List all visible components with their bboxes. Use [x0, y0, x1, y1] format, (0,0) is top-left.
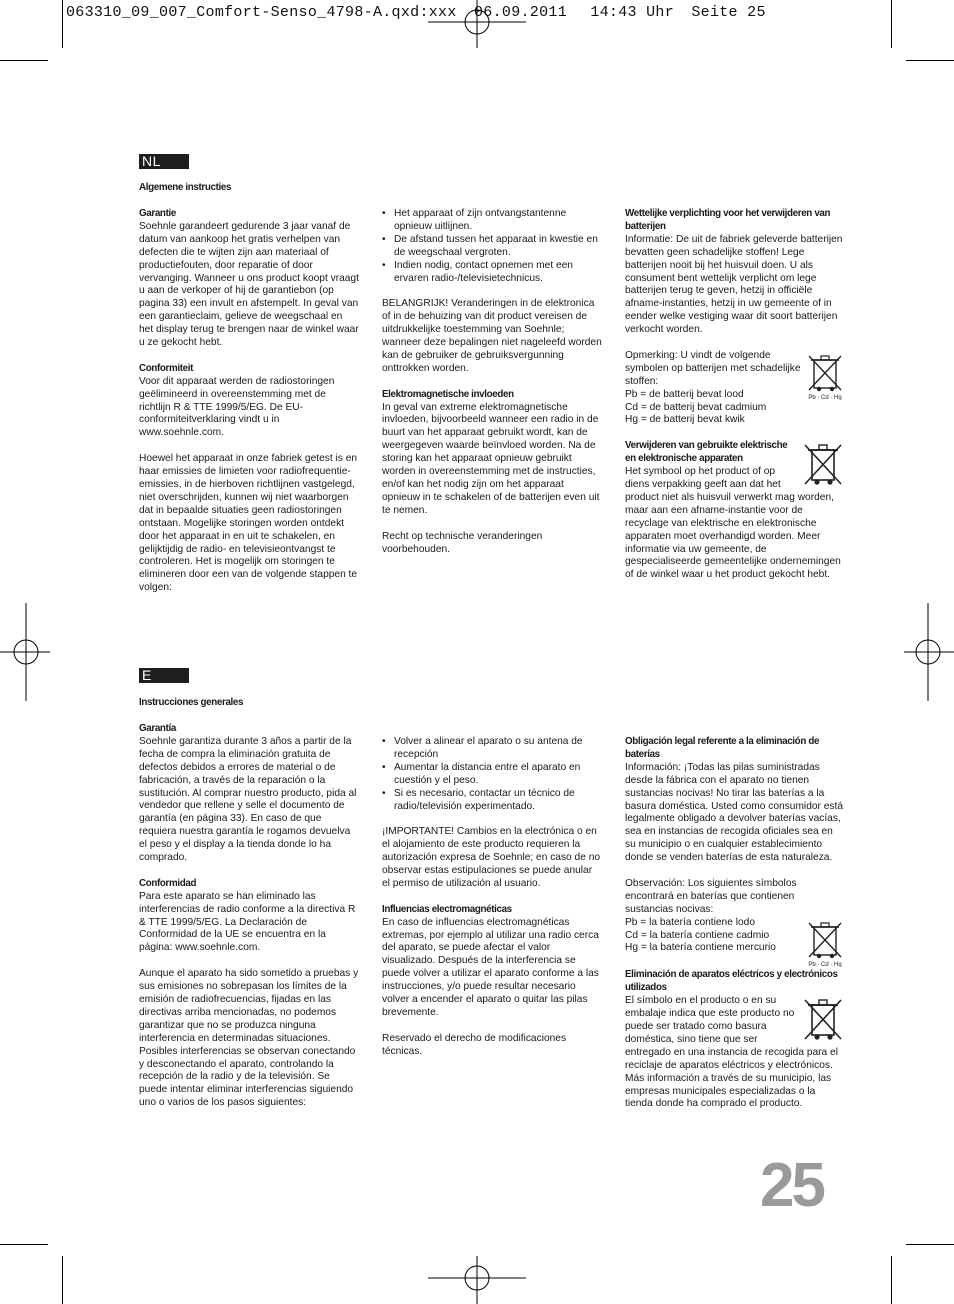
- crossed-wheelie-bin-icon: [801, 997, 845, 1043]
- language-tag-nl: NL: [139, 154, 189, 169]
- nl-guarantee: [139, 208, 359, 350]
- es-emc: [382, 904, 602, 1020]
- es-battery-text: Información: ¡Todas las pilas suministradas desde la fábrica con el aparato no tienen sustancias nocivas! No tirar las baterías a la basura doméstica. Usted como consumidor está legalmente obligado a devolver baterías vacías, sea en instancias de recogida oficiales sea en su municipio o en cualquier establecimiento donde se venden baterías de esta naturaleza.: [625, 761, 844, 864]
- section-heading-nl: Algemene instructies: [139, 182, 232, 193]
- list-item: • Volver a alinear el aparato o su antena de recepción: [382, 736, 602, 762]
- nl-symbol-pb: Pb = de batterij bevat lood: [625, 388, 744, 400]
- es-important-text: ¡IMPORTANTE! Cambios en la electrónica o en el alojamiento de este producto requieren la autorización expresa de Soehnle; en caso de no observar estas estipulaciones se puede anular el permiso de utilización al usuario.: [382, 826, 601, 889]
- es-battery-heading: Obligación legal referente a la eliminación de baterías: [625, 736, 820, 760]
- es-symbol-cd: Cd = la batería contiene cadmio: [625, 929, 770, 941]
- nl-column-2: [382, 208, 602, 556]
- crop-mark: [0, 60, 48, 61]
- es-battery: [625, 736, 845, 865]
- list-item: • Indien nodig, contact opnemen met een ervaren radio-/televisietechnicus.: [382, 260, 602, 286]
- nl-guarantee-text: Soehnle garandeert gedurende 3 jaar vanaf de datum van aankoop het gratis verhelpen van defecten die te wijten zijn aan materiaal of productiefouten, door reparatie of door vervanging. Wanneer u ons product koopt vraagt u aan de verkoper of hij de garantiebon (op pagina 33) een invult en afstempelt. In geval van een garantieclaim, gelieve de weegschaal en het display terug te brengen naar de winkel waar u ze gekocht hebt.: [139, 220, 359, 349]
- es-column-1: [139, 723, 359, 1110]
- registration-mark-top: [428, 0, 526, 50]
- crop-mark: [906, 60, 954, 61]
- es-guarantee-text: Soehnle garantiza durante 3 años a partir de la fecha de compra la eliminación gratuita de defectos debidos a errores de material o de fabricación, a través de la reparación o la sustitución. Al comprar nuestro producto, pida al vendedor que rellene y selle el documento de garantía (en página 33). En caso de que requiera nuestra garantía le rogamos devuelva el peso y el display a la tienda donde lo ha comprado.: [139, 735, 357, 864]
- list-item: • Aumentar la distancia entre el aparato en cuestión y el peso.: [382, 762, 602, 788]
- es-column-3: [625, 736, 845, 1111]
- nl-emc: [382, 389, 602, 518]
- nl-emc-heading: Elektromagnetische invloeden: [382, 388, 514, 400]
- nl-column-3: [625, 208, 845, 582]
- nl-battery-heading: Wettelijke verplichting voor het verwijderen van batterijen: [625, 208, 831, 232]
- es-weee: [625, 969, 845, 1111]
- slug-filename: 063310_09_007_Comfort-Senso_4798-A.qxd:xxx: [66, 4, 457, 21]
- nl-guarantee-heading: Garantie: [139, 208, 176, 219]
- slug-date: 06.09.2011: [473, 4, 567, 21]
- registration-mark-right: [904, 603, 954, 701]
- nl-symbol-cd: Cd = de batterij bevat cadmium: [625, 401, 767, 413]
- es-symbol-hg: Hg = la batería contiene mercurio: [625, 942, 776, 954]
- list-item: • De afstand tussen het apparaat in kwestie en de weegschaal vergroten.: [382, 234, 602, 260]
- nl-symbols-intro: Opmerking: U vindt de volgende symbolen op batterijen met schadelijke stoffen:: [625, 349, 801, 387]
- nl-weee-text: Het symbool op het product of op diens verpakking geeft aan dat het product niet als huisvuil verwerkt mag worden, maar aan een afname-instantie voor de recyclage van elektrische en elektronische apparaten moet overhandigd worden. Meer informatie via uw gemeente, de gespecialiseerde gemeentelijke ondernemingen of de winkel waar u het product gekocht hebt.: [625, 466, 841, 581]
- es-conformity: [139, 878, 359, 955]
- es-symbol-pb: Pb = la batería contiene lodo: [625, 916, 755, 928]
- bin-label: Pb · Cd · Hg: [808, 961, 842, 967]
- print-slug-header: [66, 4, 766, 21]
- crossed-battery-bin-icon: [805, 352, 845, 400]
- page-number: 25: [760, 1151, 823, 1220]
- nl-conformity-heading: Conformiteit: [139, 362, 194, 374]
- nl-weee: [625, 440, 845, 582]
- nl-battery-text: Informatie: De uit de fabriek geleverde batterijen bevatten geen schadelijke stoffen! Lege batterijen nooit bij het huisvuil doen. U als consument bent wettelijk verplicht om lege batterijen terug te geven, hetzij in officiële afname-instanties, hetzij in uw gemeente of in eender welke vestiging waar dit soort batterijen verkocht worden.: [625, 233, 843, 336]
- list-item: • Het apparaat of zijn ontvangstantenne opnieuw uitlijnen.: [382, 208, 602, 234]
- es-guarantee-heading: Garantía: [139, 723, 176, 734]
- bin-label: Pb · Cd · Hg: [808, 394, 842, 400]
- nl-symbols: [625, 350, 845, 427]
- es-weee-text: El símbolo en el producto o en su embalaje indica que este producto no puede ser tratado como basura doméstica, sino tiene que ser entregado en una instancia de recogida para el reciclaje de aparatos eléctricos y electrónicos. Más información a través de su municipio, las empresas municipales especializadas o la tienda donde ha comprado el producto.: [625, 995, 838, 1110]
- es-column-2: [382, 736, 602, 1059]
- nl-symbol-hg: Hg = de batterij bevat kwik: [625, 414, 745, 426]
- crop-mark: [62, 1256, 63, 1304]
- nl-battery: [625, 208, 845, 337]
- es-symbols: [625, 877, 845, 967]
- es-weee-heading: Eliminación de aparatos eléctricos y electrónicos utilizados: [625, 969, 838, 994]
- es-symbols-intro: Observación: Los siguientes símbolos encontrará en baterías que contienen sustancias nocivas:: [625, 877, 797, 915]
- es-tested-text: Aunque el aparato ha sido sometido a pruebas y sus emisiones no sobrepasan los límites de la emisión de radiofrecuencias, fijadas en las directivas arriba mencionadas, no podemos garantizar que no se produzca ninguna interferencia en determinadas situaciones. Posibles interferencias se observan conectando y desconectando el aparato, controlando la recepción de la radio y de la televisión. Se puede intentar eliminar interferencias siguiendo uno o varios de los pasos siguientes:: [139, 968, 359, 1109]
- nl-weee-heading: Verwijderen van gebruikte elektrische en elektronische apparaten: [625, 440, 788, 465]
- es-emc-text: En caso de influencias electromagnéticas extremas, por ejemplo al utilizar una radio cerca del aparato, se puede afectar el valor visualizado. Después de la interferencia se puede volver a utilizar el aparato conforme a las instrucciones, y/o puede resultar necesario volver a encender el aparato o quitar las pilas brevemente.: [382, 916, 599, 1018]
- crop-mark: [891, 0, 892, 48]
- crop-mark: [906, 1244, 954, 1245]
- nl-column-1: [139, 208, 359, 595]
- nl-important-text: BELANGRIJK! Veranderingen in de elektronica of in de behuizing van dit product vereisen de uitdrukkelijke toestemming van Soehnle; wanneer deze bepalingen niet nageleefd worden kan de gebruiker de gebruiksvergunning onttrokken worden.: [382, 298, 602, 374]
- es-conformity-heading: Conformidad: [139, 877, 197, 889]
- section-heading-es: Instrucciones generales: [139, 697, 244, 708]
- crop-mark: [891, 1256, 892, 1304]
- crossed-battery-bin-icon: [805, 919, 845, 967]
- nl-tested-text: Hoewel het apparaat in onze fabriek getest is en haar emissies de limieten voor radiofrequentie-emissies, in de hierboven richtlijnen vastgelegd, niet overschrijden, kunnen wij niet waarborgen dat in bepaalde situaties geen radiostoringen ontstaan. Mogelijke storingen worden ontdekt door het apparaat in en uit te schakelen, en gelijktijdig de radio- en televisieontvangst te controleren. Het is mogelijk om storingen te elimineren door een van de volgende stappen te volgen:: [139, 453, 358, 594]
- nl-emc-text: In geval van extreme elektromagnetische invloeden, bijvoorbeeld wanneer een radio in de buurt van het apparaat gebruikt wordt, kan de weergegeven waarde beïnvloed worden. Na de storing kan het apparaat opnieuw gebruikt worden in overeenstemming met de instructies, en/of kan het nodig zijn om het apparaat opnieuw in te schakelen of de batterijen even uit te nemen.: [382, 401, 600, 516]
- es-conformity-text: Para este aparato se han eliminado las interferencias de radio conforme a la directiva R & TTE 1999/5/EG. La Declaración de Conformidad de la UE se encuentra en la página: www.soehnle.com.: [139, 890, 356, 954]
- list-item: • Si es necesario, contactar un técnico de radio/televisión experimentado.: [382, 788, 602, 814]
- registration-mark-left: [0, 603, 50, 701]
- slug-page: Seite 25: [691, 4, 766, 21]
- nl-conformity-text: Voor dit apparaat werden de radiostoringen geëlimineerd in overeenstemming met de richtlijn R & TTE 1999/5/EG. De EU-conformiteitverklaring vindt u in www.soehnle.com.: [139, 375, 335, 439]
- nl-rights-text: Recht op technische veranderingen voorbehouden.: [382, 530, 543, 555]
- es-guarantee: [139, 723, 359, 865]
- nl-conformity: [139, 363, 359, 440]
- crop-mark: [0, 1244, 48, 1245]
- crop-mark: [62, 0, 63, 48]
- nl-interference-steps: [382, 208, 602, 285]
- language-tag-es: E: [139, 668, 189, 683]
- crossed-wheelie-bin-icon: [801, 442, 845, 488]
- es-interference-steps: [382, 736, 602, 813]
- es-emc-heading: Influencias electromagnéticas: [382, 903, 512, 915]
- es-rights-text: Reservado el derecho de modificaciones técnicas.: [382, 1032, 567, 1057]
- registration-mark-bottom: [428, 1256, 526, 1304]
- slug-time: 14:43 Uhr: [590, 4, 675, 21]
